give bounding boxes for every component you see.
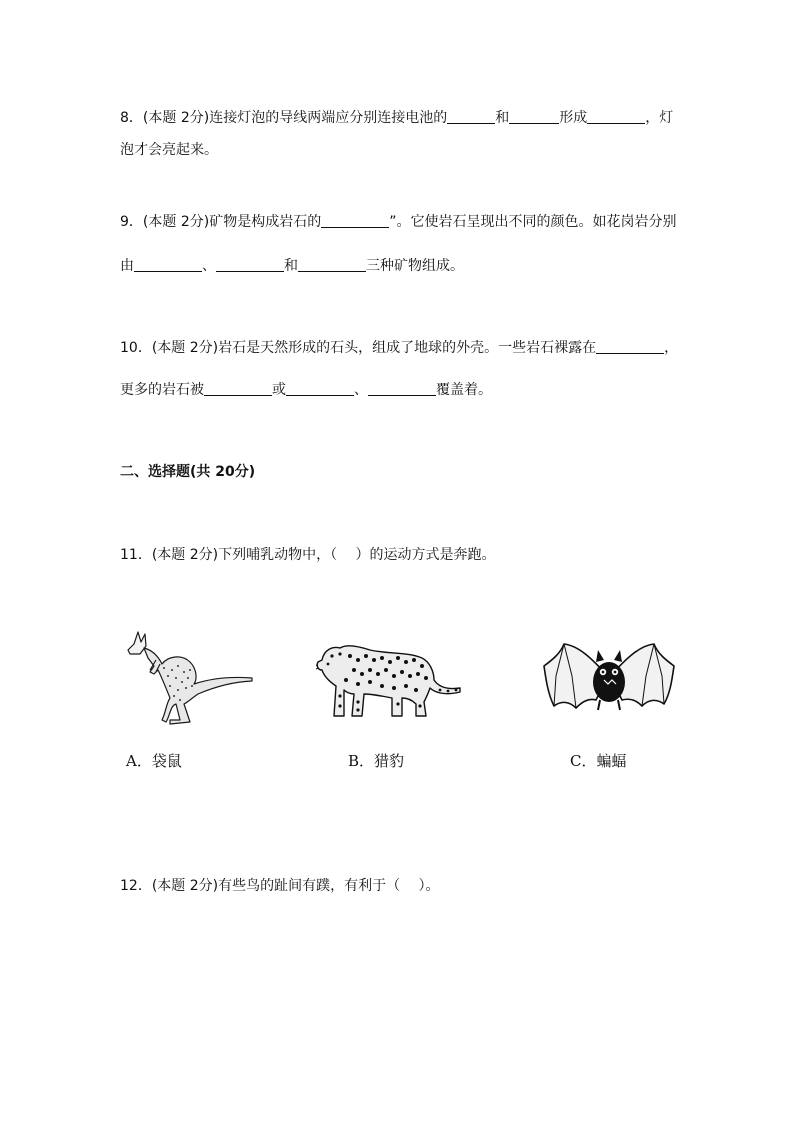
question-text: ，灯 — [645, 110, 674, 126]
bat-icon — [542, 636, 676, 716]
question-9-line-1 — [120, 212, 676, 232]
question-text: ， — [664, 340, 679, 356]
question-number: 8． — [120, 110, 143, 126]
question-text: 和 — [495, 110, 510, 126]
question-text: 岩石是天然形成的石头，组成了地球的外壳。一些岩石裸露在 — [218, 340, 597, 356]
question-text: 三种矿物组成。 — [366, 258, 464, 274]
answer-blank[interactable] — [596, 339, 664, 354]
answer-blank[interactable] — [298, 257, 366, 272]
question-score: (本题 2分) — [151, 547, 219, 563]
question-text: 和 — [284, 258, 298, 274]
question-text: 泡才会亮起来。 — [120, 142, 218, 158]
question-10-line-1 — [120, 338, 678, 358]
question-12-line — [120, 876, 440, 896]
question-text: 由 — [120, 258, 134, 274]
question-text: 、 — [202, 258, 216, 274]
answer-blank[interactable] — [216, 257, 284, 272]
answer-blank[interactable] — [286, 381, 354, 396]
question-text: 连接灯泡的导线两端应分别连接电池的 — [209, 110, 448, 126]
question-number: 9． — [120, 214, 143, 230]
answer-blank[interactable] — [134, 257, 202, 272]
option-a[interactable]: A．袋鼠 — [126, 752, 182, 770]
question-score: (本题 2分) — [142, 214, 210, 230]
kangaroo-icon — [126, 630, 256, 726]
question-text: 、 — [354, 382, 368, 398]
answer-blank[interactable] — [368, 381, 436, 396]
question-8-line-1 — [120, 108, 673, 128]
option-b[interactable]: B．猎豹 — [348, 752, 405, 770]
question-number: 11． — [120, 547, 152, 563]
question-text: 有些鸟的趾间有蹼，有利于（ ）。 — [218, 878, 440, 894]
question-9-line-2 — [120, 256, 464, 276]
answer-blank[interactable] — [447, 109, 495, 124]
answer-blank[interactable] — [587, 109, 645, 124]
answer-blank[interactable] — [204, 381, 272, 396]
question-text: 覆盖着。 — [436, 382, 492, 398]
section-heading: 二、选择题(共 20分) — [120, 464, 256, 480]
question-text: 或 — [272, 382, 286, 398]
answer-blank[interactable] — [509, 109, 559, 124]
question-number: 12． — [120, 878, 152, 894]
leopard-icon — [316, 636, 462, 720]
question-number: 10． — [120, 340, 152, 356]
question-score: (本题 2分) — [151, 340, 219, 356]
question-text: 矿物是构成岩石的 — [209, 214, 322, 230]
question-10-line-2 — [120, 380, 492, 400]
question-score: (本题 2分) — [142, 110, 210, 126]
answer-blank[interactable] — [321, 213, 389, 228]
question-text: 更多的岩石被 — [120, 382, 204, 398]
question-text: 形成 — [559, 110, 588, 126]
question-score: (本题 2分) — [151, 878, 219, 894]
question-8-line-2 — [120, 140, 218, 160]
question-text: ”。它使岩石呈现出不同的颜色。如花岗岩分别 — [389, 214, 677, 230]
question-text: 下列哺乳动物中，（ ）的运动方式是奔跑。 — [218, 547, 496, 563]
option-c[interactable]: C．蝙蝠 — [570, 752, 627, 770]
question-11-line — [120, 545, 496, 565]
